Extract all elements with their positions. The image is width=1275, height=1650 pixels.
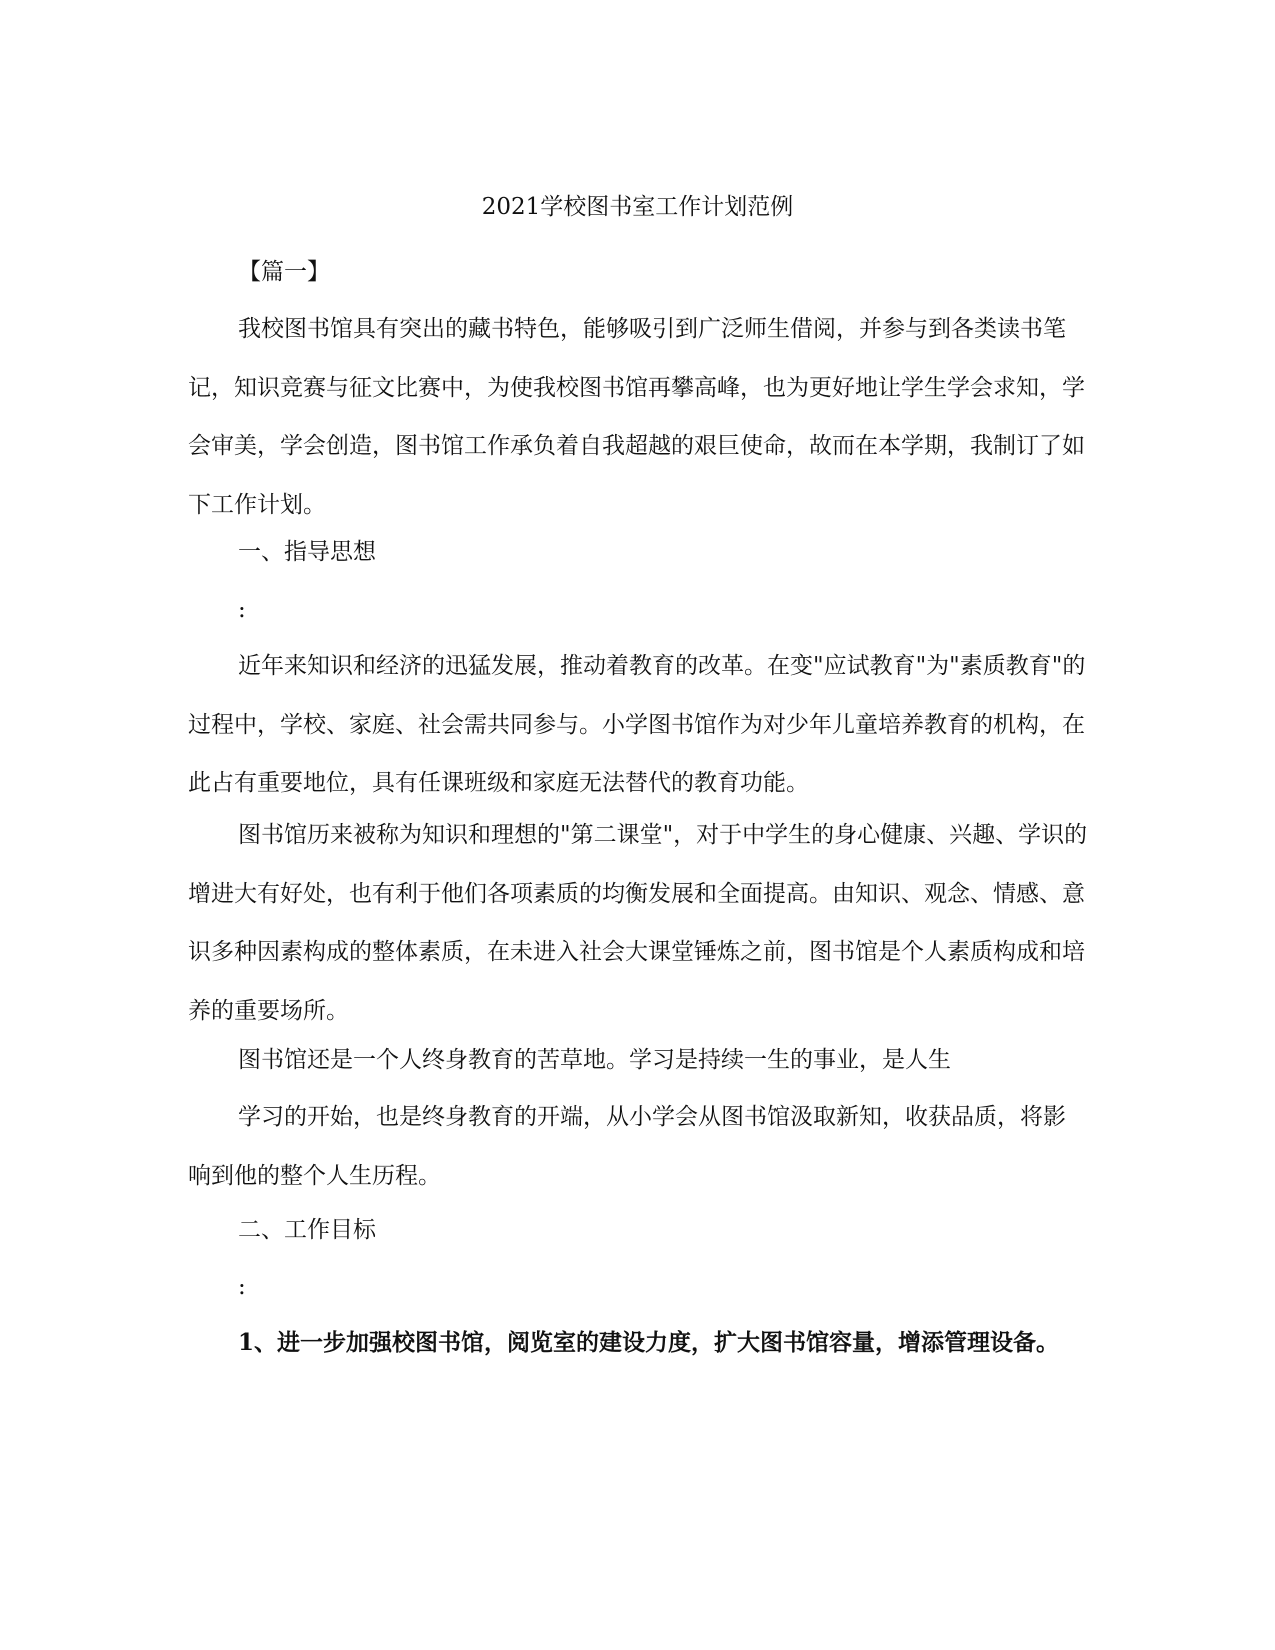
paragraph-second-classroom: 图书馆历来被称为知识和理想的"第二课堂"，对于中学生的身心健康、兴趣、学识的增进大有好处，也有利于他们各项素质的均衡发展和全面提高。由知识、观念、情感、意识多种因素构成的整体素质，在未进入社会大课堂锤炼之前，图书馆是个人素质构成和培养的重要场所。 bbox=[188, 822, 1088, 1024]
paragraph-reform: 近年来知识和经济的迅猛发展，推动着教育的改革。在变"应试教育"为"素质教育"的过程中，学校、家庭、社会需共同参与。小学图书馆作为对少年儿童培养教育的机构，在此占有重要地位，具有任课班级和家庭无法替代的教育功能。 bbox=[188, 653, 1086, 797]
colon-2: : bbox=[238, 1274, 246, 1300]
paragraph-learning-start: 学习的开始，也是终身教育的开端，从小学会从图书馆汲取新知，收获品质，将影响到他的整个人生历程。 bbox=[188, 1104, 1066, 1189]
goal-item-1: 1、进一步加强校图书馆，阅览室的建设力度，扩大图书馆容量，增添管理设备。 bbox=[238, 1329, 1060, 1356]
page-title: 2021学校图书室工作计划范例 bbox=[481, 194, 794, 220]
colon-1: : bbox=[238, 597, 246, 623]
section-label: 【篇一】 bbox=[238, 259, 330, 285]
intro-paragraph: 我校图书馆具有突出的藏书特色，能够吸引到广泛师生借阅，并参与到各类读书笔记，知识竞赛与征文比赛中，为使我校图书馆再攀高峰，也为更好地让学生学会求知，学会审美，学会创造，图书馆工作承负着自我超越的艰巨使命，故而在本学期，我制订了如下工作计划。 bbox=[188, 316, 1085, 518]
paragraph-lifelong-learning: 图书馆还是一个人终身教育的苦草地。学习是持续一生的事业，是人生 bbox=[238, 1047, 951, 1073]
heading-work-goals: 二、工作目标 bbox=[238, 1217, 376, 1243]
heading-guiding-ideology: 一、指导思想 bbox=[238, 539, 376, 565]
